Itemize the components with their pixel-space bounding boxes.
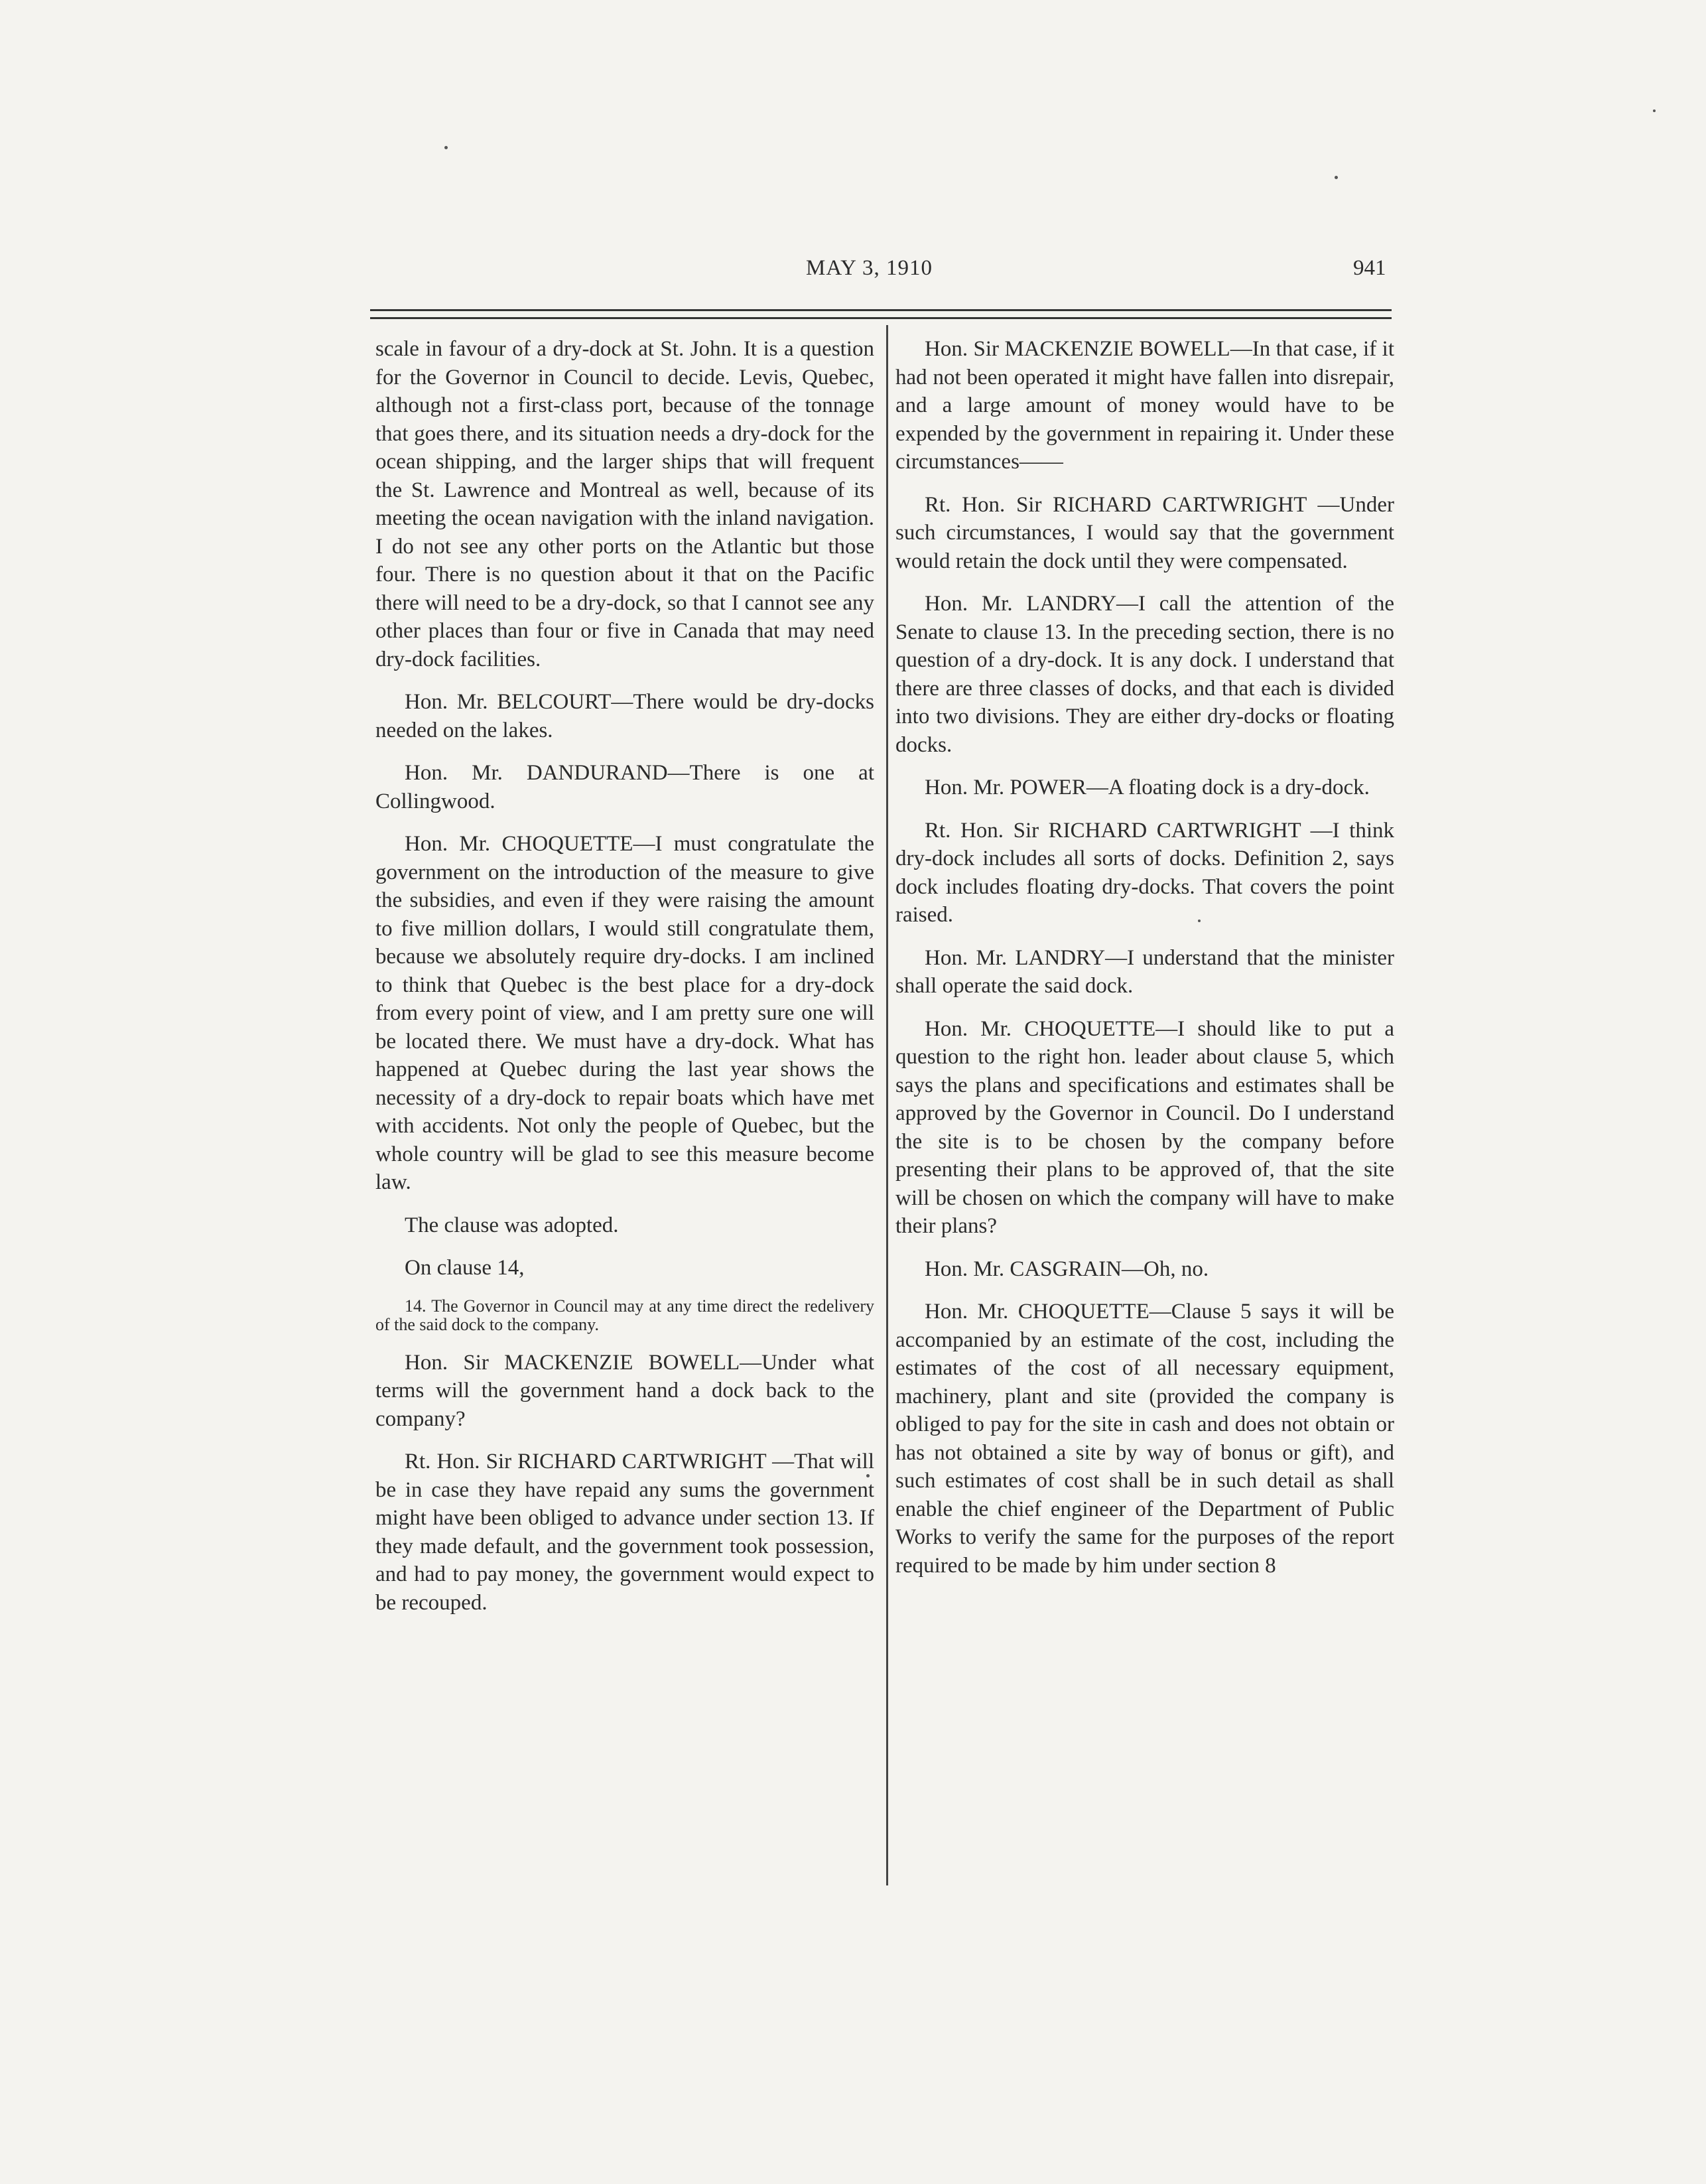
page-date: MAY 3, 1910: [806, 256, 933, 280]
paragraph: Hon. Mr. CHOQUETTE—I should like to put a question to the right hon. leader about clause 5, which says the plans and specifications and estimates shall be approved by the Governor in Council. Do I understand the site is to be chosen by the company before presenting their plans to be approved of, that the site will be chosen on which the company will have to make their plans?: [895, 1016, 1394, 1238]
scan-speck: [444, 146, 448, 149]
paragraph: The clause was adopted.: [405, 1213, 619, 1237]
paragraph: Hon. Mr. DANDURAND—There is one at Collingwood.: [375, 761, 874, 813]
paragraph: Hon. Mr. LANDRY—I call the attention of the Senate to clause 13. In the preceding section, there is no question of a dry-dock. It is any dock. I understand that there are three classes of docks, and that each is divided into two divisions. They are either dry-docks or floating docks.: [895, 592, 1394, 757]
scan-speck: [1335, 176, 1338, 179]
header-rule-bottom: [370, 317, 1392, 319]
paragraph: Hon. Mr. CASGRAIN—Oh, no.: [925, 1257, 1209, 1281]
column-divider: [886, 325, 888, 1885]
paragraph: Rt. Hon. Sir RICHARD CARTWRIGHT —Under such circumstances, I would say that the government would retain the dock until they were compensated.: [895, 492, 1394, 573]
right-column: [895, 335, 1394, 1594]
paragraph: Hon. Mr. BELCOURT—There would be dry-docks needed on the lakes.: [375, 690, 874, 742]
scan-speck: [1198, 920, 1201, 922]
bill-clause-quote: 14. The Governor in Council may at any time direct the redelivery of the said dock to the company.: [375, 1296, 874, 1334]
paragraph: Hon. Sir MACKENZIE BOWELL—Under what terms will the government hand a dock back to the company?: [375, 1350, 874, 1431]
paragraph: On clause 14,: [405, 1256, 525, 1280]
paragraph: Hon. Sir MACKENZIE BOWELL—In that case, if it had not been operated it might have fallen into disrepair, and a large amount of money would have to be expended by the government in repairing it. Under these circumstances——: [895, 337, 1394, 474]
paragraph: scale in favour of a dry-dock at St. John. It is a question for the Governor in Council to decide. Levis, Quebec, although not a first-class port, because of the tonnage that goes there, and its situation needs a dry-dock for the ocean shipping, and the larger ships that will frequent the St. Lawrence and Montreal as well, because of its meeting the ocean navigation with the inland navigation. I do not see any other ports on the Atlantic but those four. There is no question about it that on the Pacific there will need to be a dry-dock, so that I cannot see any other places than four or five in Canada that may need dry-dock facilities.: [375, 337, 874, 671]
paragraph: Hon. Mr. LANDRY—I understand that the minister shall operate the said dock.: [895, 945, 1394, 998]
scan-speck: [1653, 109, 1656, 112]
paragraph: Rt. Hon. Sir RICHARD CARTWRIGHT —I think dry-dock includes all sorts of docks. Definition 2, says dock includes floating dry-docks. That covers the point raised.: [895, 818, 1394, 927]
paragraph: Hon. Mr. POWER—A floating dock is a dry-dock.: [925, 776, 1370, 799]
left-column: [375, 335, 874, 1631]
paragraph: Rt. Hon. Sir RICHARD CARTWRIGHT —That will be in case they have repaid any sums the government might have been obliged to advance under section 13. If they made default, and the government took possession, and had to pay money, the government would expect to be recouped.: [375, 1450, 874, 1615]
scan-speck: [866, 1474, 870, 1477]
paragraph: Hon. Mr. CHOQUETTE—Clause 5 says it will be accompanied by an estimate of the cost, including the estimates of the cost of all necessary equipment, machinery, plant and site (provided the company is obliged to pay for the site in cash and does not obtain or has not obtained a site by way of bonus or gift), and such estimates of cost shall be in such detail as shall enable the chief engineer of the Department of Public Works to verify the same for the purposes of the report required to be made by him under section 8: [895, 1300, 1394, 1578]
header-rule-top: [370, 309, 1392, 311]
page-number: 941: [1353, 256, 1386, 280]
paragraph: Hon. Mr. CHOQUETTE—I must congratulate the government on the introduction of the measure to give the subsidies, and even if they were raising the amount to five million dollars, I would still congratulate them, because we absolutely require dry-docks. I am inclined to think that Quebec is the best place for a dry-dock from every point of view, and I am pretty sure one will be located there. We must have a dry-dock. What has happened at Quebec during the last year shows the necessity of a dry-dock to repair boats which have met with accidents. Not only the people of Quebec, but the whole country will be glad to see this measure become law.: [375, 832, 874, 1194]
